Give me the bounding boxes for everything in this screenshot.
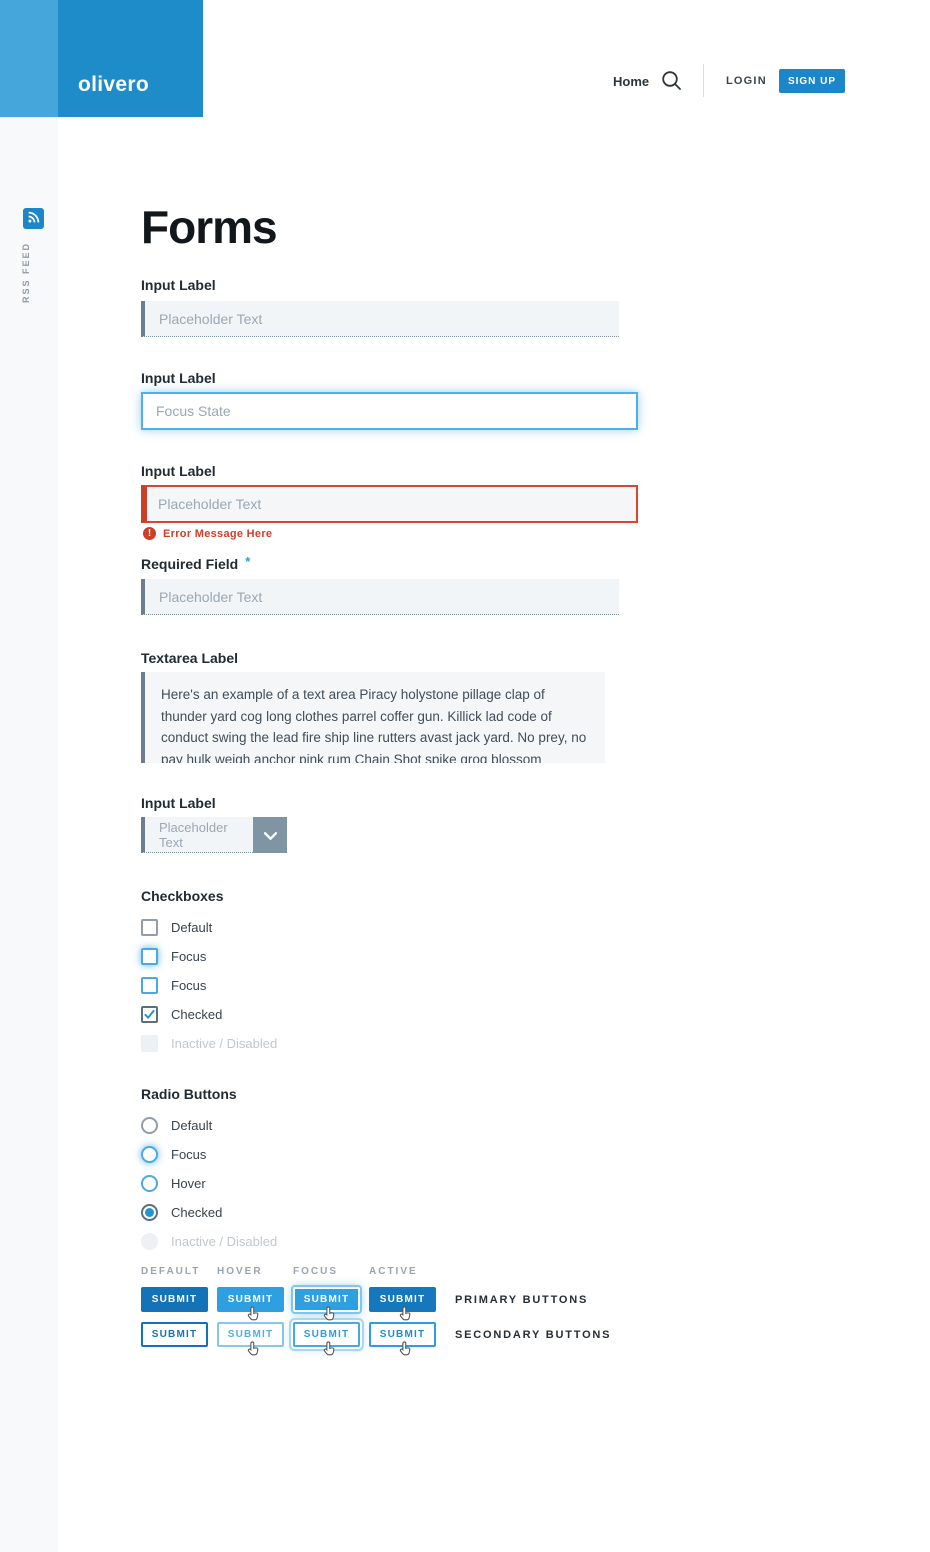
checkbox-label: Focus [171, 978, 207, 993]
checkbox-default[interactable] [141, 919, 158, 936]
submit-button-secondary-default[interactable]: SUBMIT [141, 1322, 208, 1347]
checkbox-label: Focus [171, 949, 207, 964]
radio-focus[interactable] [141, 1146, 158, 1163]
submit-button-secondary-active[interactable]: SUBMIT [369, 1322, 436, 1347]
submit-button-primary-hover[interactable]: SUBMIT [217, 1287, 284, 1312]
text-input-error[interactable] [141, 485, 638, 523]
submit-button-primary-default[interactable]: SUBMIT [141, 1287, 208, 1312]
radio-disabled [141, 1233, 158, 1250]
text-input-default[interactable] [141, 301, 619, 337]
radio-row-disabled [141, 1227, 277, 1256]
primary-buttons-label: PRIMARY BUTTONS [455, 1293, 589, 1306]
required-asterisk: * [245, 554, 251, 569]
radios-heading: Radio Buttons [141, 1086, 237, 1102]
radio-row-checked[interactable] [141, 1198, 277, 1227]
radio-default[interactable] [141, 1117, 158, 1134]
radio-label: Checked [171, 1205, 223, 1220]
radio-label: Focus [171, 1147, 207, 1162]
rss-button[interactable] [23, 208, 44, 229]
rss-icon [27, 211, 40, 227]
secondary-buttons-row [141, 1322, 611, 1347]
nav-link-home[interactable]: Home [613, 74, 650, 89]
rss-feed-label: RSS FEED [21, 242, 31, 304]
checkbox-row-hover[interactable] [141, 971, 277, 1000]
login-link[interactable]: LOGIN [726, 75, 767, 87]
state-header-active: ACTIVE [369, 1266, 418, 1277]
left-sidebar [0, 117, 58, 1552]
select-control[interactable] [141, 817, 287, 853]
radio-checked[interactable] [141, 1204, 158, 1221]
checkbox-label: Checked [171, 1007, 223, 1022]
submit-button-secondary-hover[interactable]: SUBMIT [217, 1322, 284, 1347]
radio-row-focus[interactable] [141, 1140, 277, 1169]
input-label-default: Input Label [141, 277, 216, 293]
select-value[interactable]: Placeholder Text [141, 817, 253, 853]
checkbox-label: Inactive / Disabled [171, 1036, 278, 1051]
checkbox-row-focus[interactable] [141, 942, 277, 971]
error-exclamation-icon: ! [143, 527, 156, 540]
state-header-hover: HOVER [217, 1266, 263, 1277]
input-label-error: Input Label [141, 463, 216, 479]
error-message-row [143, 527, 272, 540]
input-label-focus: Input Label [141, 370, 216, 386]
radio-row-default[interactable] [141, 1111, 277, 1140]
required-field-label: Required Field * [141, 554, 251, 572]
radio-list [141, 1111, 277, 1256]
signup-button[interactable]: SIGN UP [779, 69, 845, 93]
select-dropdown-button[interactable] [253, 817, 287, 853]
radio-label: Inactive / Disabled [171, 1234, 278, 1249]
checkbox-focus[interactable] [141, 948, 158, 965]
error-message-text: Error Message Here [163, 527, 273, 540]
radio-row-hover[interactable] [141, 1169, 277, 1198]
site-logo[interactable]: olivero [78, 73, 149, 96]
checkbox-hover[interactable] [141, 977, 158, 994]
radio-label: Default [171, 1118, 213, 1133]
brand-accent-strip [0, 0, 58, 117]
radio-dot [145, 1208, 154, 1217]
checkmark-icon [144, 1006, 155, 1024]
submit-button-primary-focus[interactable]: SUBMIT [293, 1287, 360, 1312]
text-input-required[interactable] [141, 579, 619, 615]
select-label: Input Label [141, 795, 216, 811]
textarea-field[interactable] [141, 672, 605, 763]
checkbox-list [141, 913, 277, 1058]
checkbox-row-default[interactable] [141, 913, 277, 942]
submit-button-secondary-focus[interactable]: SUBMIT [293, 1322, 360, 1347]
secondary-buttons-label: SECONDARY BUTTONS [455, 1328, 612, 1341]
checkbox-disabled [141, 1035, 158, 1052]
radio-label: Hover [171, 1176, 206, 1191]
state-header-default: DEFAULT [141, 1266, 201, 1277]
checkbox-label: Default [171, 920, 213, 935]
submit-button-primary-active[interactable]: SUBMIT [369, 1287, 436, 1312]
checkbox-row-disabled [141, 1029, 277, 1058]
checkbox-checked[interactable] [141, 1006, 158, 1023]
main-content [141, 0, 901, 1552]
chevron-down-icon [264, 828, 277, 843]
page-title: Forms [141, 201, 277, 253]
radio-hover[interactable] [141, 1175, 158, 1192]
textarea-label: Textarea Label [141, 650, 239, 666]
button-state-headers [141, 1266, 445, 1277]
state-header-focus: FOCUS [293, 1266, 338, 1277]
primary-buttons-row [141, 1287, 588, 1312]
checkbox-row-checked[interactable] [141, 1000, 277, 1029]
checkboxes-heading: Checkboxes [141, 888, 224, 904]
text-input-focus[interactable] [141, 392, 638, 430]
